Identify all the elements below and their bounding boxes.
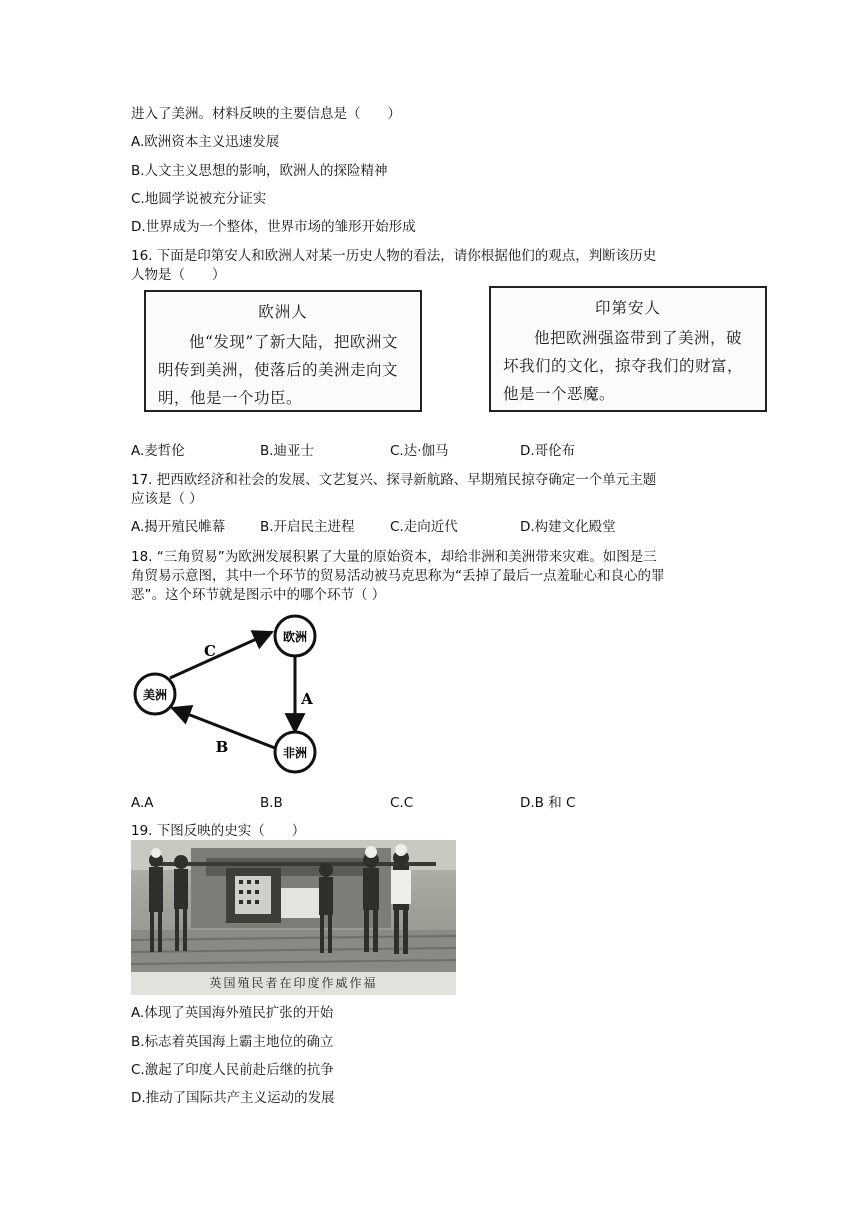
indigenous-view-title: 印第安人 [594, 299, 661, 317]
q16-option-d: D.哥伦布 [520, 443, 576, 459]
q17-option-b: B.开启民主进程 [260, 519, 355, 535]
q17-stem-line1: 17. 把西欧经济和社会的发展、文艺复兴、探寻新航路、早期殖民掠夺确定一个单元主题 [131, 472, 657, 488]
q19-option-d: D.推动了国际共产主义运动的发展 [131, 1090, 335, 1106]
photo-scene [131, 840, 456, 972]
europe-label: 欧洲 [282, 630, 308, 644]
q15-option-c: C.地圆学说被充分证实 [131, 191, 267, 207]
q18-options [131, 794, 731, 812]
q17-stem-line2: 应该是（ ） [131, 491, 203, 507]
edge-c-arrow [170, 632, 272, 678]
q17-option-d: D.构建文化殿堂 [520, 519, 616, 535]
europeans-view-text: 他“发现”了新大陆，把欧洲文明传到美洲，使落后的美洲走向文明，他是一个功臣。 [158, 333, 399, 407]
edge-c-label: C [204, 642, 216, 660]
q17-options [131, 518, 731, 536]
indigenous-view-text: 他把欧洲强盗带到了美洲，破坏我们的文化，掠夺我们的财富，他是一个恶魔。 [503, 329, 744, 403]
africa-label: 非洲 [282, 746, 308, 760]
q19-option-b: B.标志着英国海上霸主地位的确立 [131, 1034, 334, 1050]
q18-stem-line2: 角贸易示意图，其中一个环节的贸易活动被马克思称为“丢掉了最后一点羞耻心和良心的罪 [131, 568, 665, 584]
q18-stem-line1: 18. “三角贸易”为欧洲发展积累了大量的原始资本，却给非洲和美洲带来灾难。如图是三 [131, 549, 657, 565]
q16-stem-line2: 人物是（ ） [131, 267, 226, 283]
q17-option-c: C.走向近代 [390, 519, 458, 535]
q18-option-b: B.B [260, 795, 283, 811]
photo-caption: 英国殖民者在印度作威作福 [131, 972, 456, 995]
q15-option-b: B.人文主义思想的影响，欧洲人的探险精神 [131, 163, 388, 179]
edge-a-label: A [301, 690, 313, 708]
triangle-trade-diagram [128, 612, 328, 784]
q16-option-c: C.达·伽马 [390, 443, 449, 459]
colonial-india-photo [131, 840, 456, 995]
q19-option-a: A.体现了英国海外殖民扩张的开始 [131, 1005, 334, 1021]
americas-label: 美洲 [142, 688, 168, 702]
q19-option-c: C.激起了印度人民前赴后继的抗争 [131, 1062, 334, 1078]
q15-option-d: D.世界成为一个整体，世界市场的雏形开始形成 [131, 219, 416, 235]
edge-b-label: B [215, 738, 229, 756]
q18-option-a: A.A [131, 795, 154, 811]
q16-stem-line1: 16. 下面是印第安人和欧洲人对某一历史人物的看法，请你根据他们的观点，判断该历史 [131, 248, 657, 264]
q16-option-a: A.麦哲伦 [131, 443, 185, 459]
q17-option-a: A.揭开殖民帷幕 [131, 519, 226, 535]
q19-stem: 19. 下图反映的史实（ ） [131, 823, 306, 839]
q16-option-b: B.迪亚士 [260, 443, 315, 459]
q18-option-d: D.B 和 C [520, 795, 576, 811]
q15-option-a: A.欧洲资本主义迅速发展 [131, 134, 280, 150]
europeans-view-title: 欧洲人 [258, 303, 308, 321]
q18-option-c: C.C [390, 795, 414, 811]
photo-scene-illustration [131, 840, 456, 972]
q15-stem-tail: 进入了美洲。材料反映的主要信息是（ ） [131, 106, 401, 122]
q16-options [131, 442, 731, 460]
q18-stem-line3: 恶”。这个环节就是图示中的哪个环节（ ） [131, 587, 386, 603]
indigenous-view-box [489, 286, 767, 412]
europeans-view-box [144, 290, 422, 412]
